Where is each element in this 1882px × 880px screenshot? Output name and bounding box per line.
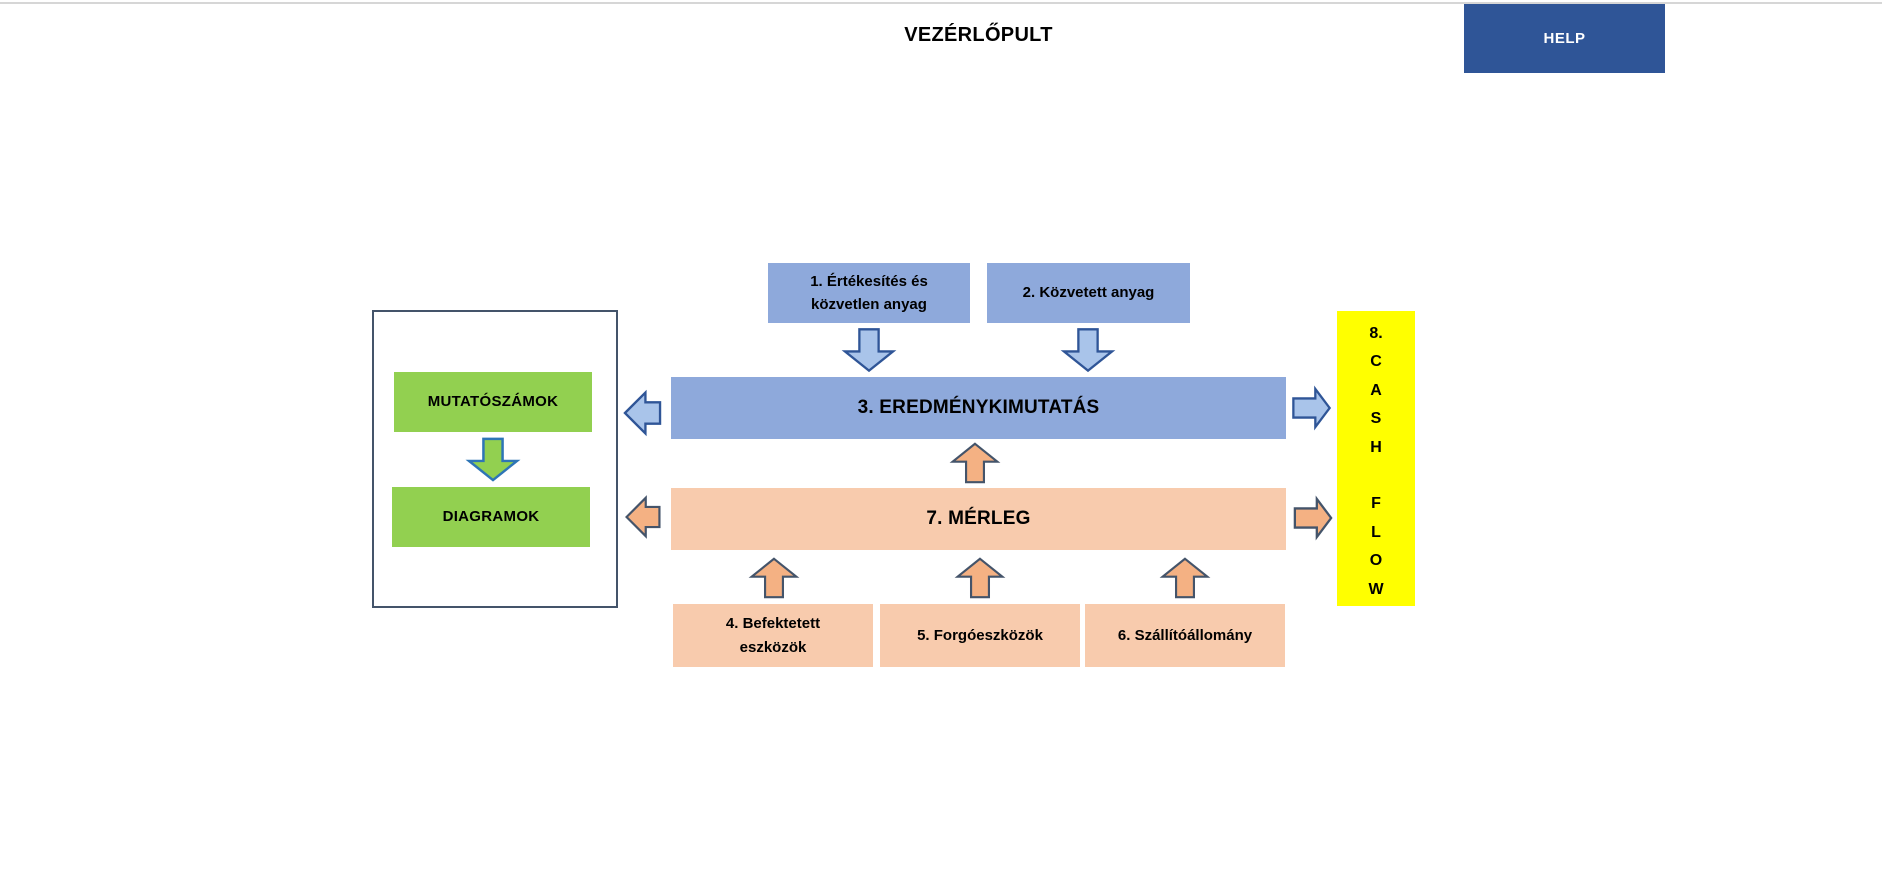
help-button[interactable]: HELP [1464,4,1665,73]
cash-flow-line [1337,462,1415,490]
income-statement-bar[interactable] [671,377,1286,439]
cash-flow-line: L [1371,523,1381,541]
suppliers-label: 6. Szállítóállomány [1117,626,1253,644]
blue-down-arrow-icon [1062,327,1114,373]
current-assets-label: 5. Forgóeszközök [917,626,1043,644]
sales-direct-material-line1: 1. Értékesítés és [810,272,928,290]
orange-right-arrow-icon [1292,497,1334,539]
orange-up-arrow-icon [749,557,799,599]
indirect-material-box[interactable] [987,263,1190,323]
orange-up-arrow-icon [955,557,1005,599]
balance-sheet-label: 7. MÉRLEG [926,508,1031,530]
invested-assets-line2: eszközök [739,638,807,656]
sales-direct-material-line2: közvetlen anyag [811,296,927,313]
mutatoszamok-button[interactable] [394,372,592,432]
balance-sheet-bar[interactable] [671,488,1286,550]
suppliers-box[interactable] [1085,604,1285,667]
cash-flow-line: H [1370,438,1382,456]
cash-flow-box[interactable] [1337,311,1415,606]
page-title: VEZÉRLŐPULT [904,24,1053,46]
cash-flow-line: C [1370,353,1382,371]
cash-flow-line: 8. [1369,325,1383,342]
diagramok-button[interactable] [392,487,590,547]
income-statement-label: 3. EREDMÉNYKIMUTATÁS [857,397,1100,419]
indirect-material-label: 2. Közvetett anyag [1022,284,1155,302]
diagramok-label: DIAGRAMOK [442,508,540,526]
blue-left-arrow-icon [623,390,662,436]
mutatoszamok-label: MUTATÓSZÁMOK [427,393,559,411]
blue-down-arrow-icon [843,327,895,373]
orange-up-arrow-icon [1160,557,1210,599]
cash-flow-line: O [1369,552,1383,570]
invested-assets-line1: 4. Befektetett [725,615,821,633]
cash-flow-line: S [1370,410,1382,428]
orange-up-arrow-icon [950,442,1000,484]
orange-left-arrow-icon [623,496,663,538]
cash-flow-line: A [1370,381,1382,399]
invested-assets-box[interactable] [673,604,873,667]
cash-flow-line: F [1371,495,1381,513]
blue-right-arrow-icon [1291,387,1332,429]
current-assets-box[interactable] [880,604,1080,667]
sales-direct-material-box[interactable] [768,263,970,323]
green-down-arrow-icon [464,437,522,482]
cash-flow-line: W [1368,580,1384,598]
